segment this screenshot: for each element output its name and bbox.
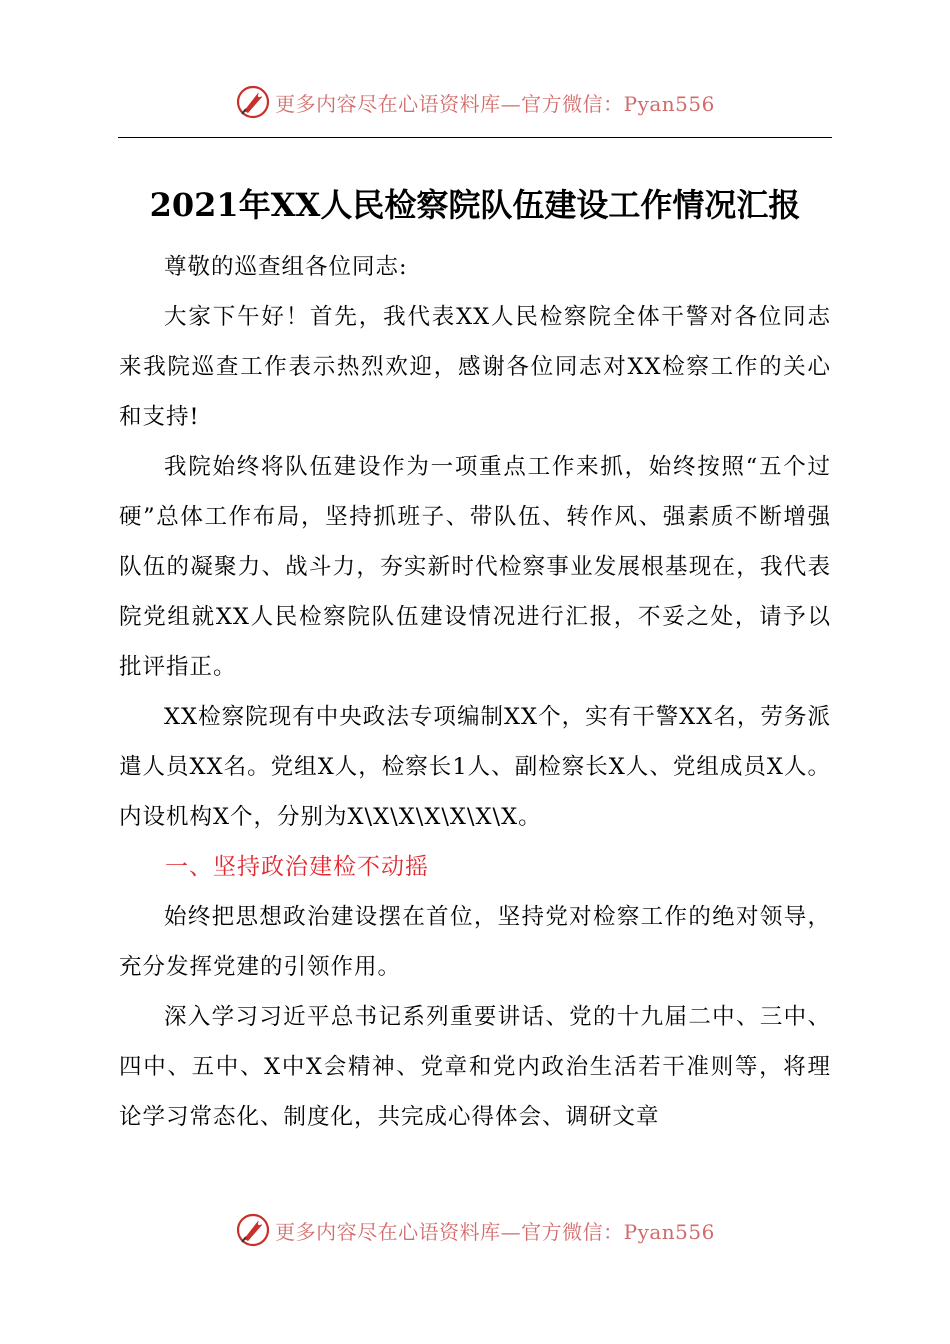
salutation: 尊敬的巡查组各位同志: bbox=[164, 254, 408, 280]
footer-watermark bbox=[0, 1206, 950, 1254]
header-watermark bbox=[0, 78, 950, 126]
pen-nib-logo-icon bbox=[235, 84, 271, 120]
document-title: 2021年XX人民检察院队伍建设工作情况汇报 bbox=[149, 186, 801, 224]
section1-paragraph-1: 始终把思想政治建设摆在首位，坚持党对检察工作的绝对领导，充分发挥党建的引领作用。 bbox=[119, 904, 831, 980]
header-divider bbox=[118, 137, 832, 138]
pen-nib-logo-icon bbox=[235, 1212, 271, 1248]
watermark-text: 更多内容尽在心语资料库—官方微信：Pyan556 bbox=[275, 91, 715, 116]
paragraph-overview: 我院始终将队伍建设作为一项重点工作来抓，始终按照“五个过硬”总体工作布局，坚持抓班子、带队伍、转作风、强素质不断增强队伍的凝聚力、战斗力，夯实新时代检察事业发展根基现在，我代表院党组就XX人民检察院队伍建设情况进行汇报，不妥之处，请予以批评指正。 bbox=[119, 454, 831, 680]
section1-paragraph-2: 深入学习习近平总书记系列重要讲话、党的十九届二中、三中、四中、五中、X中X会精神、党章和党内政治生活若干准则等，将理论学习常态化、制度化，共完成心得体会、调研文章 bbox=[119, 1004, 831, 1130]
paragraph-staffing: XX检察院现有中央政法专项编制XX个，实有干警XX名，劳务派遣人员XX名。党组X人，检察长1人、副检察长X人、党组成员X人。内设机构X个，分别为X\X\X\X\X\X\X。 bbox=[119, 704, 831, 830]
watermark-text: 更多内容尽在心语资料库—官方微信：Pyan556 bbox=[275, 1219, 715, 1244]
document-body bbox=[119, 242, 831, 1142]
paragraph-greeting: 大家下午好！首先，我代表XX人民检察院全体干警对各位同志来我院巡查工作表示热烈欢迎，感谢各位同志对XX检察工作的关心和支持! bbox=[119, 304, 831, 430]
section-heading-1: 一、坚持政治建检不动摇 bbox=[165, 854, 429, 880]
